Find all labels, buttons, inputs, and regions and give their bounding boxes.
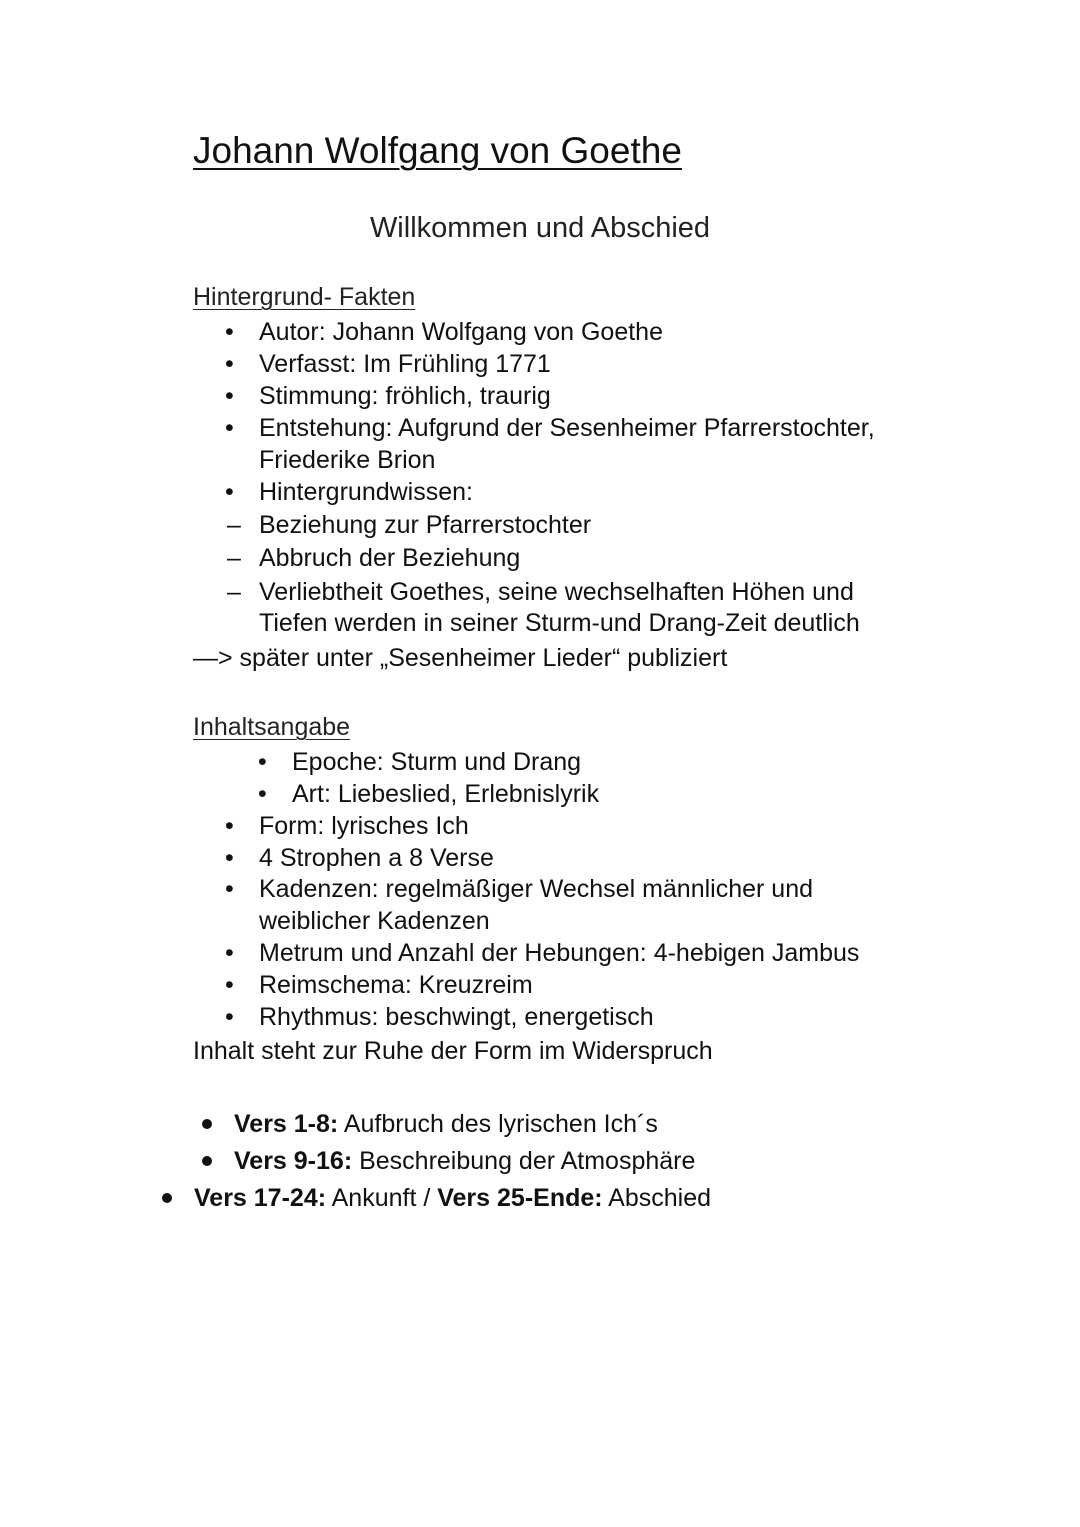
list-item: Rhythmus: beschwingt, energetisch — [259, 1003, 654, 1031]
list-item: Epoche: Sturm und Drang — [292, 748, 582, 776]
dash-marker: – — [227, 578, 241, 606]
bullet-dot-icon — [202, 1119, 212, 1129]
verse-item — [194, 1182, 711, 1214]
list-item: Reimschema: Kreuzreim — [259, 971, 533, 999]
bullet-marker: • — [225, 971, 234, 999]
bullet-marker: • — [225, 875, 234, 903]
list-item: Metrum und Anzahl der Hebungen: 4-hebigen Jambus — [259, 939, 860, 967]
list-item: Abbruch der Beziehung — [259, 544, 521, 572]
list-item: Entstehung: Aufgrund der Sesenheimer Pfarrerstochter, — [259, 414, 875, 442]
verse-range: Vers 1-8: — [234, 1110, 339, 1138]
page-title: Johann Wolfgang von Goethe — [193, 130, 682, 171]
list-item: Autor: Johann Wolfgang von Goethe — [259, 318, 663, 346]
verse-range: Vers 25-Ende: — [437, 1184, 603, 1212]
verse-item — [234, 1145, 695, 1177]
list-item: Hintergrundwissen: — [259, 478, 473, 506]
poem-title: Willkommen und Abschied — [369, 212, 711, 244]
list-item: 4 Strophen a 8 Verse — [259, 844, 494, 872]
list-item-continuation: Friederike Brion — [259, 446, 436, 474]
list-item: Form: lyrisches Ich — [259, 812, 469, 840]
bullet-marker: • — [225, 844, 234, 872]
list-item: Kadenzen: regelmäßiger Wechsel männlicher und — [259, 875, 814, 903]
bullet-marker: • — [225, 414, 234, 442]
bullet-marker: • — [225, 382, 234, 410]
bullet-marker: • — [225, 478, 234, 506]
list-item: Verliebtheit Goethes, seine wechselhaften Höhen und — [259, 578, 854, 606]
verse-description: Aufbruch des lyrischen Ich´s — [338, 1110, 658, 1138]
verse-range: Vers 17-24: — [194, 1184, 327, 1212]
list-item-continuation: weiblicher Kadenzen — [259, 907, 490, 935]
bullet-dot-icon — [162, 1193, 172, 1203]
bullet-marker: • — [258, 780, 267, 808]
list-item: Beziehung zur Pfarrerstochter — [259, 511, 592, 539]
verse-description: Ankunft / — [326, 1184, 438, 1212]
verse-item — [234, 1108, 658, 1140]
bullet-marker: • — [258, 748, 267, 776]
publication-note: —> später unter „Sesenheimer Lieder“ publiziert — [193, 644, 728, 672]
bullet-marker: • — [225, 812, 234, 840]
bullet-marker: • — [225, 939, 234, 967]
dash-marker: – — [227, 544, 241, 572]
section-heading-summary: Inhaltsangabe — [193, 713, 351, 741]
list-item: Art: Liebeslied, Erlebnislyrik — [292, 780, 600, 808]
bullet-marker: • — [225, 350, 234, 378]
section-heading-background: Hintergrund- Fakten — [193, 283, 416, 311]
list-item: Stimmung: fröhlich, traurig — [259, 382, 551, 410]
bullet-marker: • — [225, 318, 234, 346]
list-item-continuation: Tiefen werden in seiner Sturm-und Drang-Zeit deutlich — [259, 609, 860, 637]
bullet-marker: • — [225, 1003, 234, 1031]
dash-marker: – — [227, 511, 241, 539]
bullet-dot-icon — [202, 1156, 212, 1166]
verse-range: Vers 9-16: — [234, 1147, 353, 1175]
verse-description: Abschied — [602, 1184, 712, 1212]
summary-note: Inhalt steht zur Ruhe der Form im Widerspruch — [193, 1037, 713, 1065]
verse-description: Beschreibung der Atmosphäre — [352, 1147, 696, 1175]
list-item: Verfasst: Im Frühling 1771 — [259, 350, 551, 378]
